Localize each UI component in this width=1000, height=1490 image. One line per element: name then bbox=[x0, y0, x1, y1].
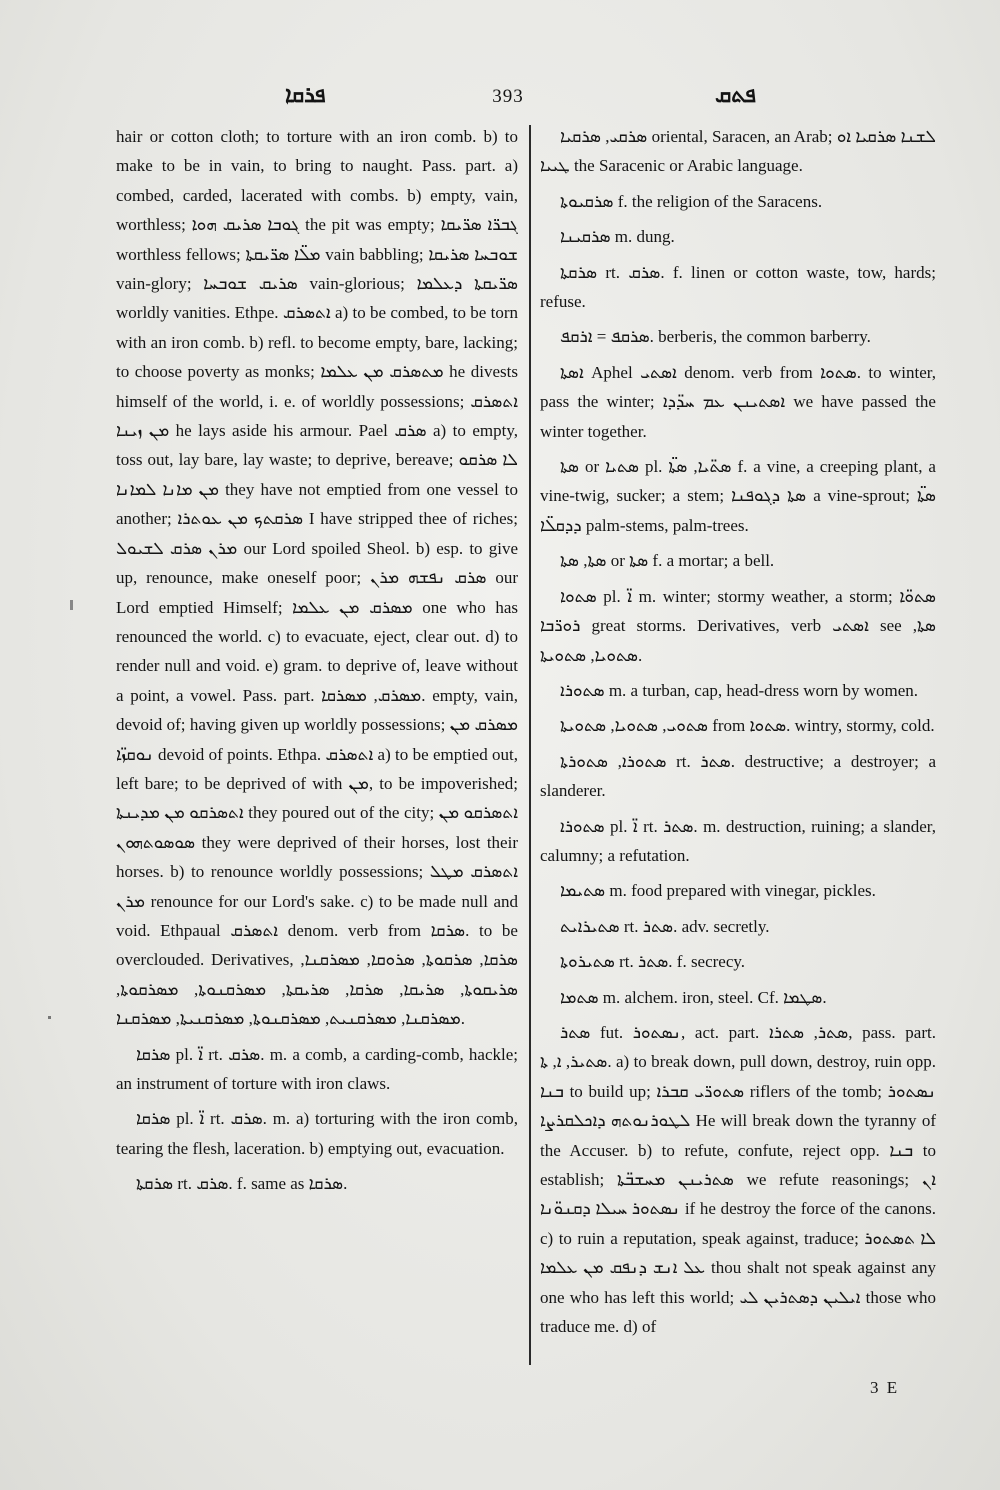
dictionary-entry: ܣܬܘܪܐ pl. ܐ̈ rt. ܣܬܪ. m. destruction, ruining; a slander, calumny; a refutation. bbox=[540, 816, 936, 865]
dictionary-entry: ܣܪܩܦ = ܐܪܩܦ. berberis, the common barberry. bbox=[560, 327, 871, 347]
dictionary-entry: ܐܣܬܐ Aphel ܐܣܬܝ denom. verb from ܣܬܘܐ. to winter, pass the winter; ܐܣܬܝܢܢ ܥܡ ܚܕ̈ܕܐ we have passed the winter together. bbox=[540, 362, 936, 441]
dictionary-entry: ܣܪܩܐ pl. ܐ̈ rt. ܣܪܩ. m. a comb, a carding-comb, hackle; an instrument of torture with iron claws. bbox=[116, 1044, 518, 1093]
dictionary-entry: ܣܬܝܪܘܬܐ rt. ܣܬܪ. f. secrecy. bbox=[560, 952, 746, 972]
dictionary-entry: ܣܬܘܝ, ܣܬܘܝܐ, ܣܬܘܝܬܐ from ܣܬܘܐ. wintry, stormy, cold. bbox=[560, 716, 935, 736]
dictionary-entry: ܣܪܩܝ, ܣܪܩܝܐ oriental, Saracen, an Arab; ܠܫܢܐ ܣܪܩܝܐ ܐܘ ܛܝܝܐ the Saracenic or Arabic language. bbox=[540, 127, 936, 176]
page-number: 393 bbox=[492, 86, 524, 107]
dictionary-entry: ܣܬܐ, ܣܬܐ or ܣܬܐ f. a mortar; a bell. bbox=[560, 551, 775, 571]
right-column bbox=[540, 122, 936, 1341]
running-head-left: ܦܪܩܐ bbox=[285, 82, 326, 107]
dictionary-entry: ܣܪܩܝܢܐ m. dung. bbox=[560, 227, 675, 247]
dictionary-entry: ܣܬܝܪܐܝܬ rt. ܣܬܪ. adv. secretly. bbox=[560, 916, 770, 936]
signature-mark: 3 E bbox=[870, 1378, 900, 1397]
entry-continuation: hair or cotton cloth; to torture with an iron comb. b) to make to be in vain, to bring to naught. Pass. part. a) combed, carded, lacerated with combs. b) empty, vain, worthless; ܓܘܒܐ ܣܪܝܩ ܗܘܐ the pit was empty; ܓܒܪ̈ܐ ܣܪ̈ܝܩܐ worthless fellows; ܡܠ̈ܐ ܣܪ̈ܝܩܬܐ vain babbling; ܫܘܒܚܐ ܣܪܝܩܐ vain-glory; ܣܪܝܩ ܫܘܒܚܐ vain-glorious; ܣܪ̈ܝܩܬܐ ܕܥܠܡܐ worldly vanities. Ethpe. ܐܬܣܪܩ a) to be combed, to be torn with an iron comb. b) refl. to become empty, bare, lacking; to choose poverty as monks; ܡܬܣܪܩ ܡܢ ܥܠܡܐ he divests himself of the world, i. e. of worldly possessions; ܐܬܣܪܩ ܡܢ ܙܝܢܐ he lays aside his armour. Pael ܣܪܩ a) to empty, toss out, lay bare, lay waste; to deprive, bereave; ܠܐ ܣܪܩܘ ܡܢ ܡܐܢܐ ܠܡܐܢܐ they have not emptied from one vessel to another; ܣܪܩܬܟ ܡܢ ܥܘܬܪܐ I have stripped thee of riches; ܡܪܢ ܣܪܩ ܠܫܝܘܠ our Lord spoiled Sheol. b) esp. to give up, renounce, make oneself poor; ܣܪܩ ܢܦܫܗ ܡܪܢ our Lord emptied Himself; ܡܣܪܩ ܡܢ ܥܠܡܐ one who has renounced the world. c) to evacuate, eject, clear out. d) to render null and void. e) gram. to deprive of, leave without a point, a vowel. Pass. part. ܡܣܪܩ, ܡܣܪܩܐ. empty, vain, devoid of; having given up worldly possessions; ܡܣܪܩ ܡܢ ܢܘܩܙ̈ܐ devoid of points. Ethpa. ܐܬܣܪܩ a) to be emptied out, left bare; to be deprived of with ܡܢ, to be impoverished; ܐܬܣܪܩܘ ܡܢ ܡܕܝܢܬܐ they poured out of the city; ܐܬܣܪܩܘ ܡܢ ܣܘܣܘܬܗܘܢ they were deprived of their horses, lost their horses. b) to renounce worldly possessions; ܐܬܣܪܩ ܡܛܠ ܡܪܢ renounce for our Lord's sake. c) to be made null and void. Ethpaual ܐܬܣܪܩ denom. verb from ܣܪܩܐ. to be overclouded. Derivatives, ܣܪܩܐ, ܣܪܩܘܬܐ, ܣܪܘܩܐ, ܡܣܪܩܢܐ, ܣܪܝܩܘܬܐ, ܣܪܝܩܐ, ܣܪܩܐ, ܣܪܝܩܬܐ, ܡܣܪܩܢܘܬܐ, ܡܣܪܩܘܬܐ, ܡܣܪܩܢܐ, ܡܣܪܩܢܝܬ, ܡܣܪܩܢܘܬܐ, ܡܣܪܩܢܝܬܐ, ܡܣܪܩܢܐ. bbox=[116, 127, 519, 1029]
dictionary-entry: ܣܬܐ or ܣܬܝܐ pl. ܣܬ̈ܝܐ, ܣܬ̈ܐ f. a vine, a creeping plant, a vine-twig, sucker; a stem; ܣܬܐ ܕܓܘܦܢܐ a vine-sprout; ܣܬ̈ܐ ܕܕܩܠ̈ܐ palm-stems, palm-trees. bbox=[540, 457, 937, 535]
paper-speck bbox=[70, 600, 73, 610]
dictionary-entry: ܣܬܘܐ pl. ܐ̈ m. winter; stormy weather, a storm; ܣܬܘ̈ܐ ܪܘܪ̈ܒܐ great storms. Derivatives, verb ܐܣܬܝ see ܣܬܐ, ܣܬܘܝܐ, ܣܬܘܝܬܐ. bbox=[540, 586, 936, 665]
dictionary-entry: ܣܬܝܡܐ m. food prepared with vinegar, pickles. bbox=[560, 881, 876, 901]
dictionary-entry: ܣܬܘܪܐ m. a turban, cap, head-dress worn by women. bbox=[560, 680, 919, 700]
paper-speck bbox=[48, 1016, 51, 1019]
dictionary-entry: ܣܪܩܝܘܬܐ f. the religion of the Saracens. bbox=[560, 191, 823, 211]
dictionary-entry: ܣܪܩܬܐ rt. ܣܪܩ. f. same as ܣܪܩܐ. bbox=[136, 1174, 348, 1194]
dictionary-entry: ܣܬܘܪܐ, ܣܬܘܪܬܐ rt. ܣܬܪ. destructive; a destroyer; a slanderer. bbox=[540, 751, 937, 801]
dictionary-entry: ܣܪܩܬܐ rt. ܣܪܩ. f. linen or cotton waste, tow, hards; refuse. bbox=[540, 262, 936, 312]
dictionary-entry: ܣܬܡܐ m. alchem. iron, steel. Cf. ܣܛܡܐ. bbox=[560, 987, 827, 1007]
page-header bbox=[0, 82, 1000, 116]
dictionary-entry: ܣܬܪ fut. ܢܣܬܘܪ, act. part. ܣܬܪ, ܣܬܪܐ, pass. part. ܣܬܝܪ, ܐ, ܬܐ. a) to break down, pull down, destroy, ruin opp. ܒܢܐ to build up; ܣܬܘܪ̈ܝ ܩܒܪܐ riflers of the tomb; ܢܣܬܘܪ ܠܛܘܪܢܘܬܗ ܕܐܟܠܩܪܨܐ He will break down the tyranny of the Accuser. b) to refute, confute, reject opp. ܒܢܐ to establish; ܣܬܪܝܢܢ ܡܚܫܒ̈ܬܐ we refute reasonings; ܐܢ ܢܣܬܘܪ ܚܝܠܐ ܕܩܢܘ̈ܢܐ if he destroy the force of the canons. c) to ruin a reputation, speak against, traduce; ܠܐ ܬܣܬܘܪ ܥܠ ܐܢܫ ܕܢܦܩ ܡܢ ܥܠܡܐ thou shalt not speak against any one who has left this world; ܐܝܠܝܢ ܕܣܬܪܝܢ ܠܝ those who traduce me. d) of bbox=[540, 1022, 937, 1337]
column-divider bbox=[529, 125, 531, 1365]
running-head-right: ܦܬܩ bbox=[715, 82, 756, 107]
dictionary-entry: ܣܪܩܐ pl. ܐ̈ rt. ܣܪܩ. m. a) torturing with the iron comb, tearing the flesh, laceration. b) emptying out, evacuation. bbox=[116, 1109, 518, 1158]
left-column bbox=[116, 122, 518, 1199]
